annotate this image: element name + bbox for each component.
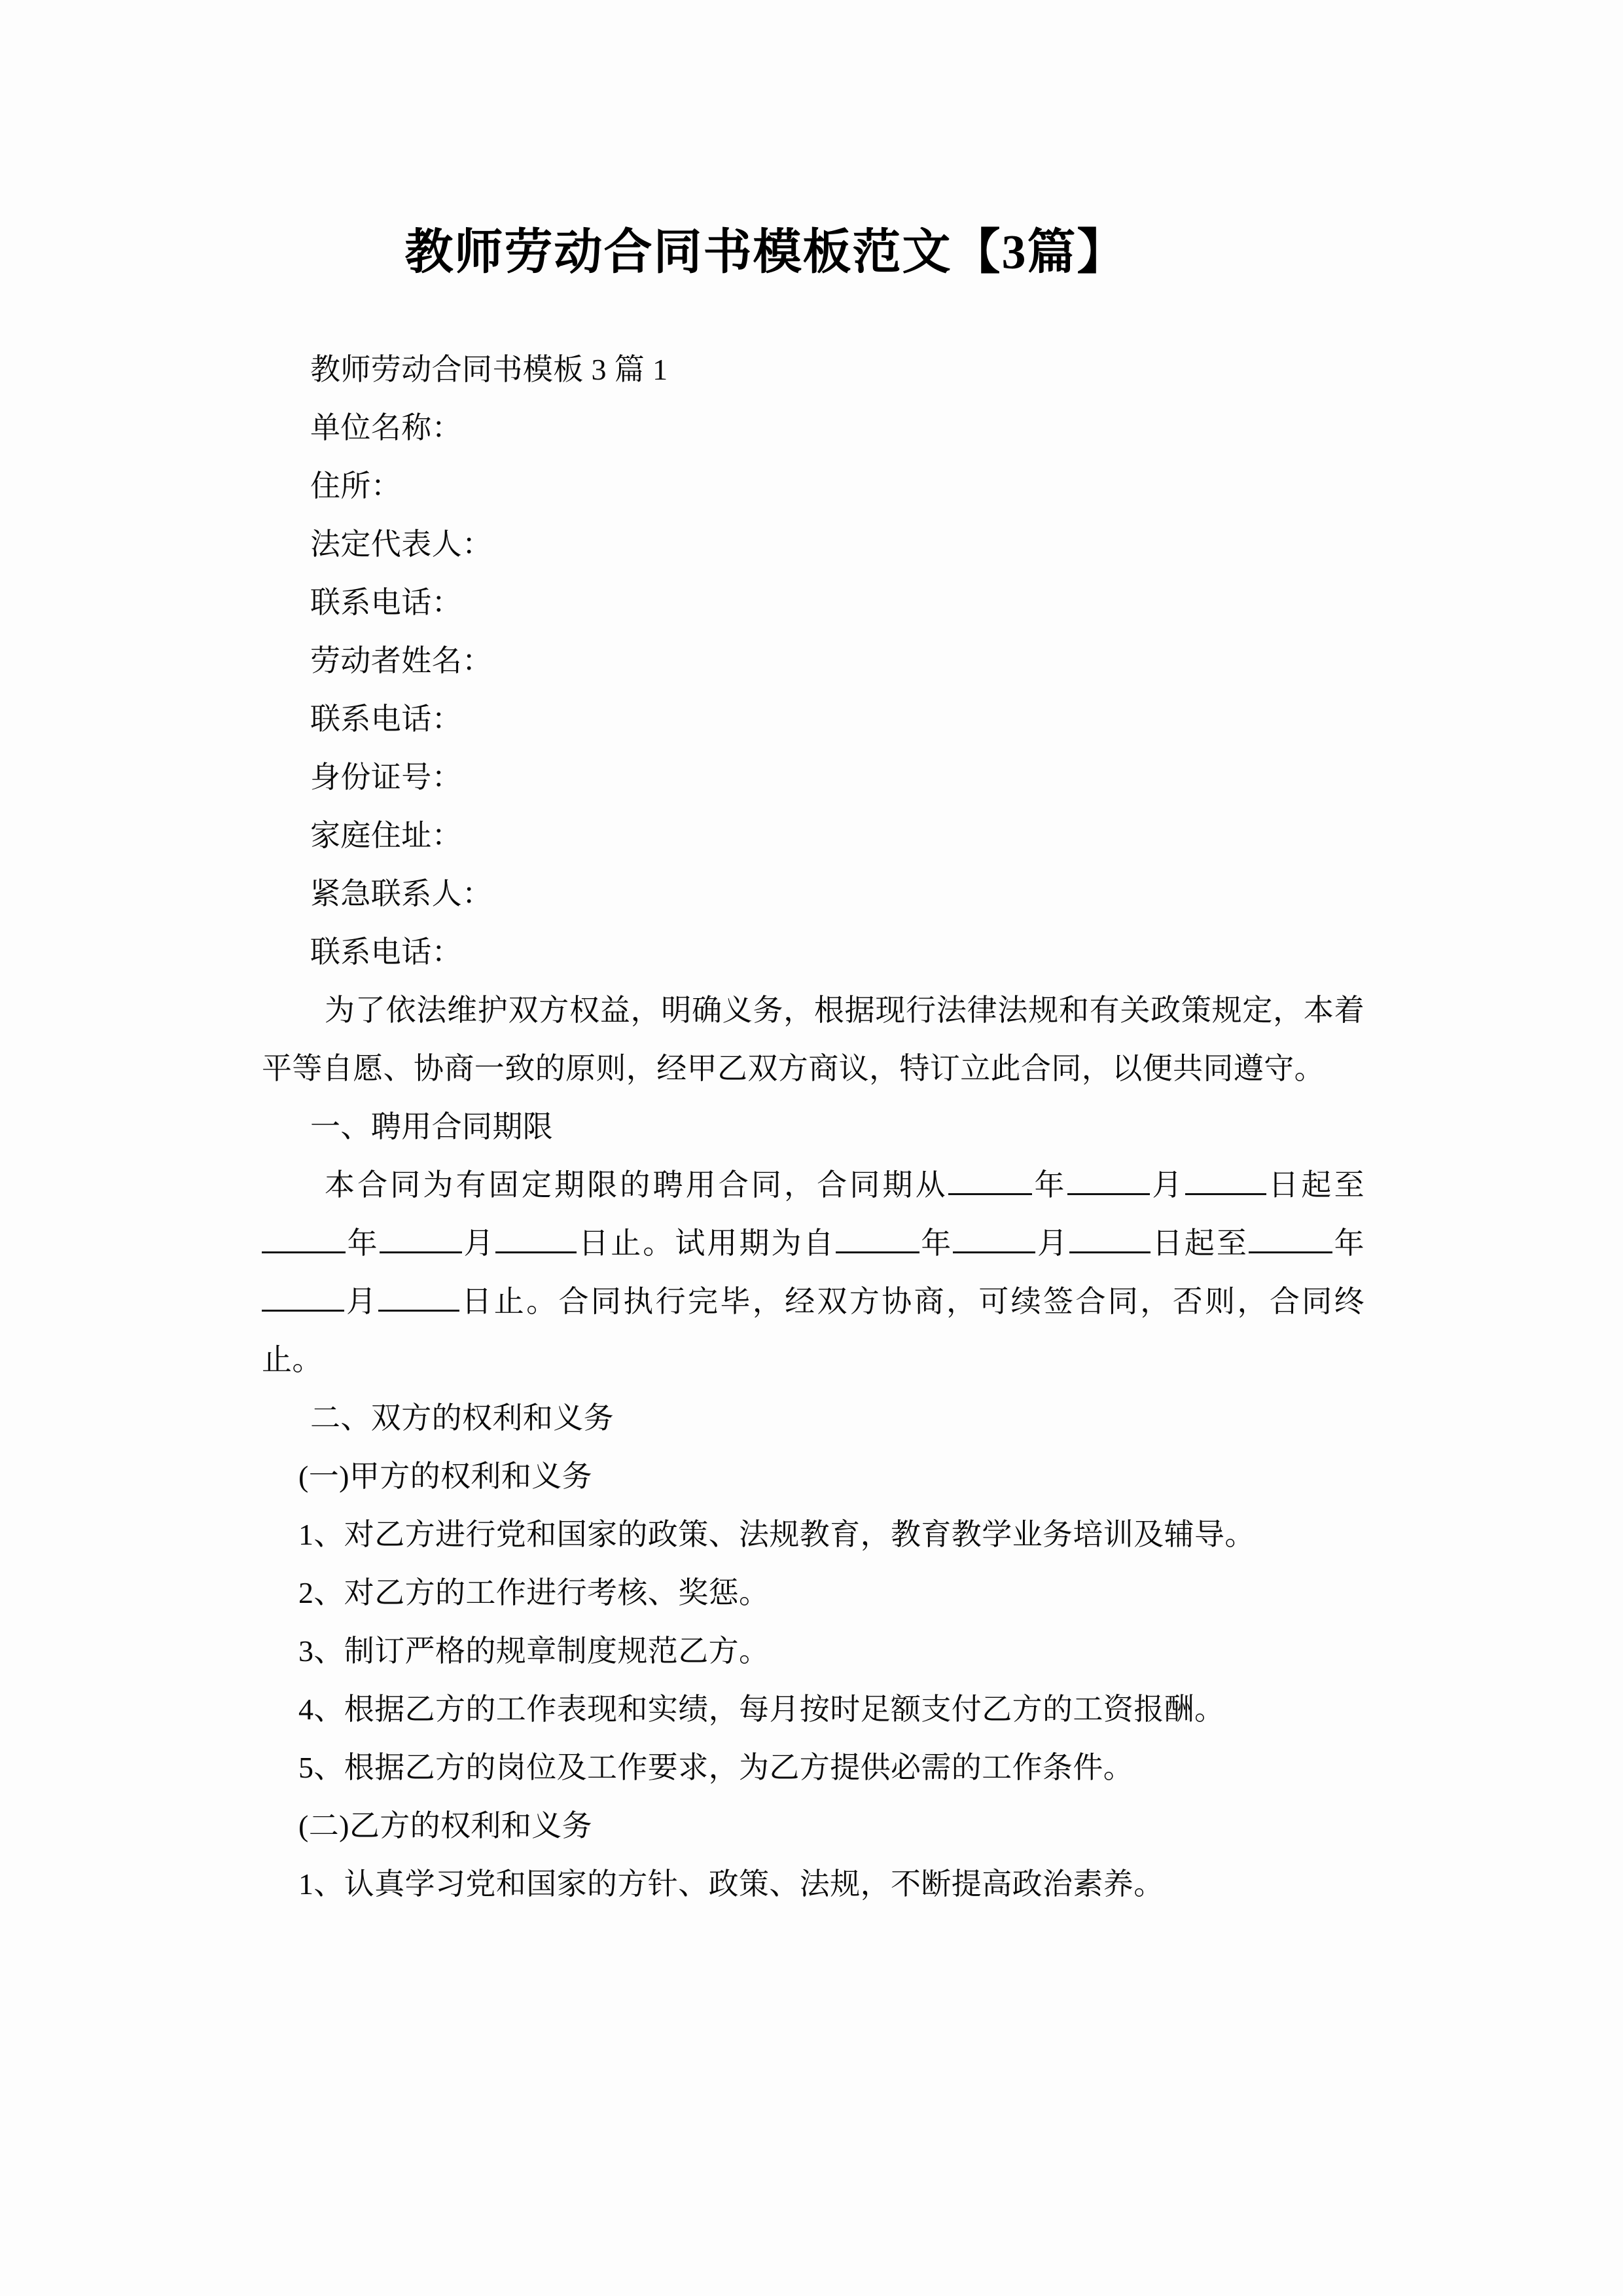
document-subtitle: 教师劳动合同书模板 3 篇 1 xyxy=(310,353,668,386)
preamble-paragraph: 为了依法维护双方权益，明确义务，根据现行法律法规和有关政策规定，本着平等自愿、协商一致的原则，经甲乙双方商议，特订立此合同，以便共同遵守。 xyxy=(262,994,1364,1085)
unit-year-2: 年 xyxy=(346,1227,380,1260)
field-home-address: 家庭住址： xyxy=(310,819,462,852)
unit-year-4: 年 xyxy=(1332,1227,1365,1260)
unit-year-3: 年 xyxy=(919,1227,954,1260)
unit-day-2: 日止。试用期为自 xyxy=(577,1227,836,1260)
unit-day-3: 日起至 xyxy=(1150,1227,1249,1260)
subsection-b-item-1: 1、认真学习党和国家的方针、政策、法规，不断提高政治素养。 xyxy=(298,1867,1164,1901)
subsection-a-item-3: 3、制订严格的规章制度规范乙方。 xyxy=(298,1634,770,1668)
subsection-b-heading: (二)乙方的权利和义务 xyxy=(298,1809,593,1842)
blank-end-day xyxy=(495,1251,577,1253)
section-two-heading: 二、双方的权利和义务 xyxy=(310,1401,614,1435)
field-unit-name: 单位名称： xyxy=(310,411,462,444)
term-text-tail: 日止。合同执行完毕，经双方协商，可续签合同，否则，合同终止。 xyxy=(262,1285,1364,1376)
blank-probation-start-day xyxy=(1069,1251,1150,1253)
unit-month-4: 月 xyxy=(344,1285,379,1318)
contract-term-paragraph xyxy=(262,1156,1364,1389)
field-contact-phone-a: 联系电话： xyxy=(310,586,462,619)
field-emergency-phone: 联系电话： xyxy=(310,935,462,969)
blank-probation-end-month xyxy=(262,1310,344,1312)
blank-probation-start-year xyxy=(836,1251,919,1253)
blank-probation-start-month xyxy=(953,1251,1035,1253)
unit-year-1: 年 xyxy=(1031,1168,1067,1202)
subsection-a-item-4: 4、根据乙方的工作表现和实绩，每月按时足额支付乙方的工资报酬。 xyxy=(298,1693,1225,1726)
unit-month-1: 月 xyxy=(1149,1168,1185,1202)
blank-end-month xyxy=(380,1251,462,1253)
section-one-heading: 一、聘用合同期限 xyxy=(310,1110,554,1143)
field-legal-representative: 法定代表人： xyxy=(310,528,493,561)
blank-probation-end-year xyxy=(1249,1251,1332,1253)
field-worker-name: 劳动者姓名： xyxy=(310,644,493,677)
unit-month-3: 月 xyxy=(1035,1227,1070,1260)
subsection-a-heading: (一)甲方的权利和义务 xyxy=(298,1460,593,1493)
subsection-a-item-2: 2、对乙方的工作进行考核、奖惩。 xyxy=(298,1576,770,1609)
term-text-intro: 本合同为有固定期限的聘用合同，合同期从 xyxy=(325,1168,948,1202)
unit-month-2: 月 xyxy=(461,1227,496,1260)
blank-start-month xyxy=(1067,1193,1150,1195)
field-id-number: 身份证号： xyxy=(310,761,462,794)
field-contact-phone-b: 联系电话： xyxy=(310,702,462,736)
blank-probation-end-day xyxy=(378,1310,459,1312)
blank-end-year xyxy=(262,1251,346,1253)
field-address: 住所： xyxy=(310,469,402,503)
page-title: 教师劳动合同书模板范文【3篇】 xyxy=(404,225,1127,279)
subsection-a-item-1: 1、对乙方进行党和国家的政策、法规教育，教育教学业务培训及辅导。 xyxy=(298,1518,1255,1551)
subsection-a-item-5: 5、根据乙方的岗位及工作要求，为乙方提供必需的工作条件。 xyxy=(298,1751,1134,1784)
field-emergency-contact: 紧急联系人： xyxy=(310,877,493,910)
document-body xyxy=(262,340,1364,1913)
blank-start-year xyxy=(948,1193,1032,1195)
blank-start-day xyxy=(1185,1193,1266,1195)
unit-day-1: 日起至 xyxy=(1266,1168,1364,1202)
